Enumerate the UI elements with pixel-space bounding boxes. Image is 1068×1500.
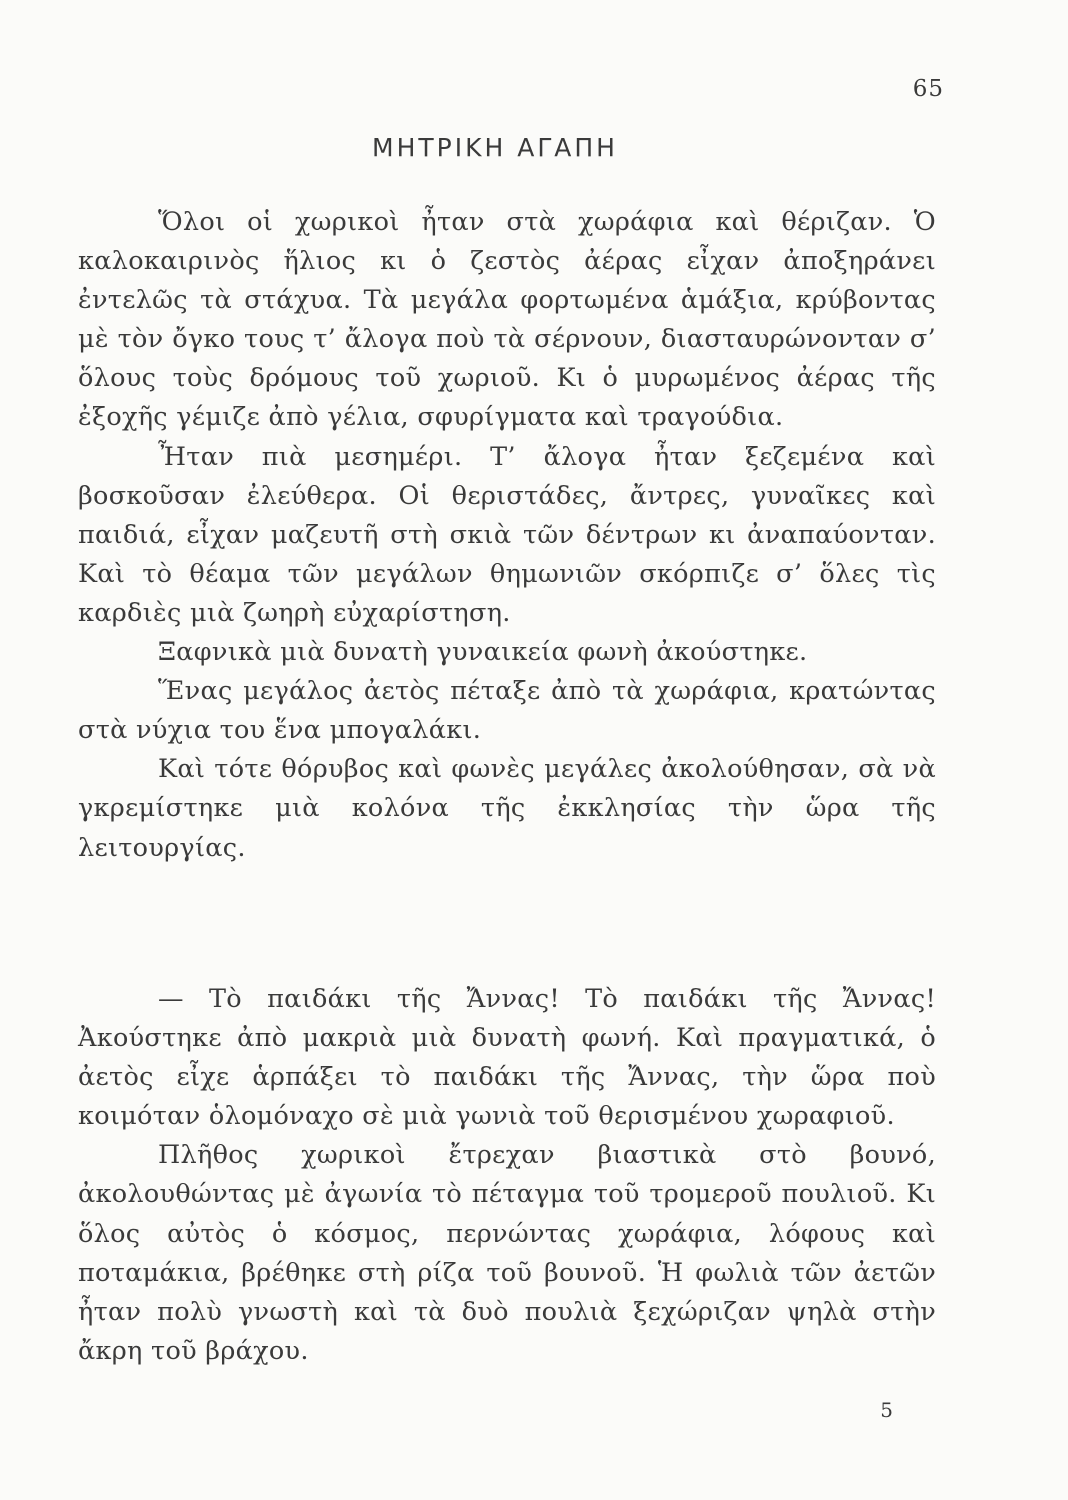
paragraph: — Τὸ παιδάκι τῆς Ἄννας! Τὸ παιδάκι τῆς Ἄννας! Ἀκούστηκε ἀπὸ μακριὰ μιὰ δυνατὴ φωνή. Καὶ πραγματικά, ὁ ἀετὸς εἶχε ἁρπάξει τὸ παιδάκι τῆς Ἄννας, τὴν ὥρα ποὺ κοιμόταν ὁλομόναχο σὲ μιὰ γωνιὰ τοῦ θερισμένου χωραφιοῦ. [78,984,936,1132]
signature-mark: 5 [880,1398,893,1422]
paragraph: Ἕνας μεγάλος ἀετὸς πέταξε ἀπὸ τὰ χωράφια, κρατώντας στὰ νύχια του ἕνα μπογαλάκι. [78,676,936,746]
paragraph: Ὅλοι οἱ χωρικοὶ ἦταν στὰ χωράφια καὶ θέριζαν. Ὁ καλοκαιρινὸς ἥλιος κι ὁ ζεστὸς ἀέρας εἶχαν ἀποξηράνει ἐντελῶς τὰ στάχυα. Τὰ μεγάλα φορτωμένα ἁμάξια, κρύβοντας μὲ τὸν ὄγκο τους τ’ ἄλογα ποὺ τὰ σέρνουν, διασταυρώνονταν σ’ ὅλους τοὺς δρόμους τοῦ χωριοῦ. Κι ὁ μυρωμένος ἀέρας τῆς ἐξοχῆς γέμιζε ἀπὸ γέλια, σφυρίγματα καὶ τραγούδια. [78,207,936,433]
text-section-2 [78,980,936,1371]
paragraph: Πλῆθος χωρικοὶ ἔτρεχαν βιαστικὰ στὸ βουνό, ἀκολουθώντας μὲ ἀγωνία τὸ πέταγμα τοῦ τρομεροῦ πουλιοῦ. Κι ὅλος αὐτὸς ὁ κόσμος, περνώντας χωράφια, λόφους καὶ ποταμάκια, βρέθηκε στὴ ρίζα τοῦ βουνοῦ. Ἡ φωλιὰ τῶν ἀετῶν ἦταν πολὺ γνωστὴ καὶ τὰ δυὸ πουλιὰ ξεχώριζαν ψηλὰ στὴν ἄκρη τοῦ βράχου. [78,1140,936,1366]
page-number: 65 [912,76,944,102]
chapter-title: ΜΗΤΡΙΚΗ ΑΓΑΠΗ [372,133,618,162]
text-section-1 [78,203,936,868]
paragraph: Καὶ τότε θόρυβος καὶ φωνὲς μεγάλες ἀκολούθησαν, σὰ νὰ γκρεμίστηκε μιὰ κολόνα τῆς ἐκκλησίας τὴν ὥρα τῆς λειτουργίας. [78,754,936,863]
paragraph: Ξαφνικὰ μιὰ δυνατὴ γυναικεία φωνὴ ἀκούστηκε. [158,637,808,668]
paragraph: Ἦταν πιὰ μεσημέρι. Τ’ ἄλογα ἦταν ξεζεμένα καὶ βοσκοῦσαν ἐλεύθερα. Οἱ θεριστάδες, ἄντρες, γυναῖκες καὶ παιδιά, εἶχαν μαζευτῆ στὴ σκιὰ τῶν δέντρων κι ἀναπαύονταν. Καὶ τὸ θέαμα τῶν μεγάλων θημωνιῶν σκόρπιζε σ’ ὅλες τὶς καρδιὲς μιὰ ζωηρὴ εὐχαρίστηση. [78,441,936,628]
